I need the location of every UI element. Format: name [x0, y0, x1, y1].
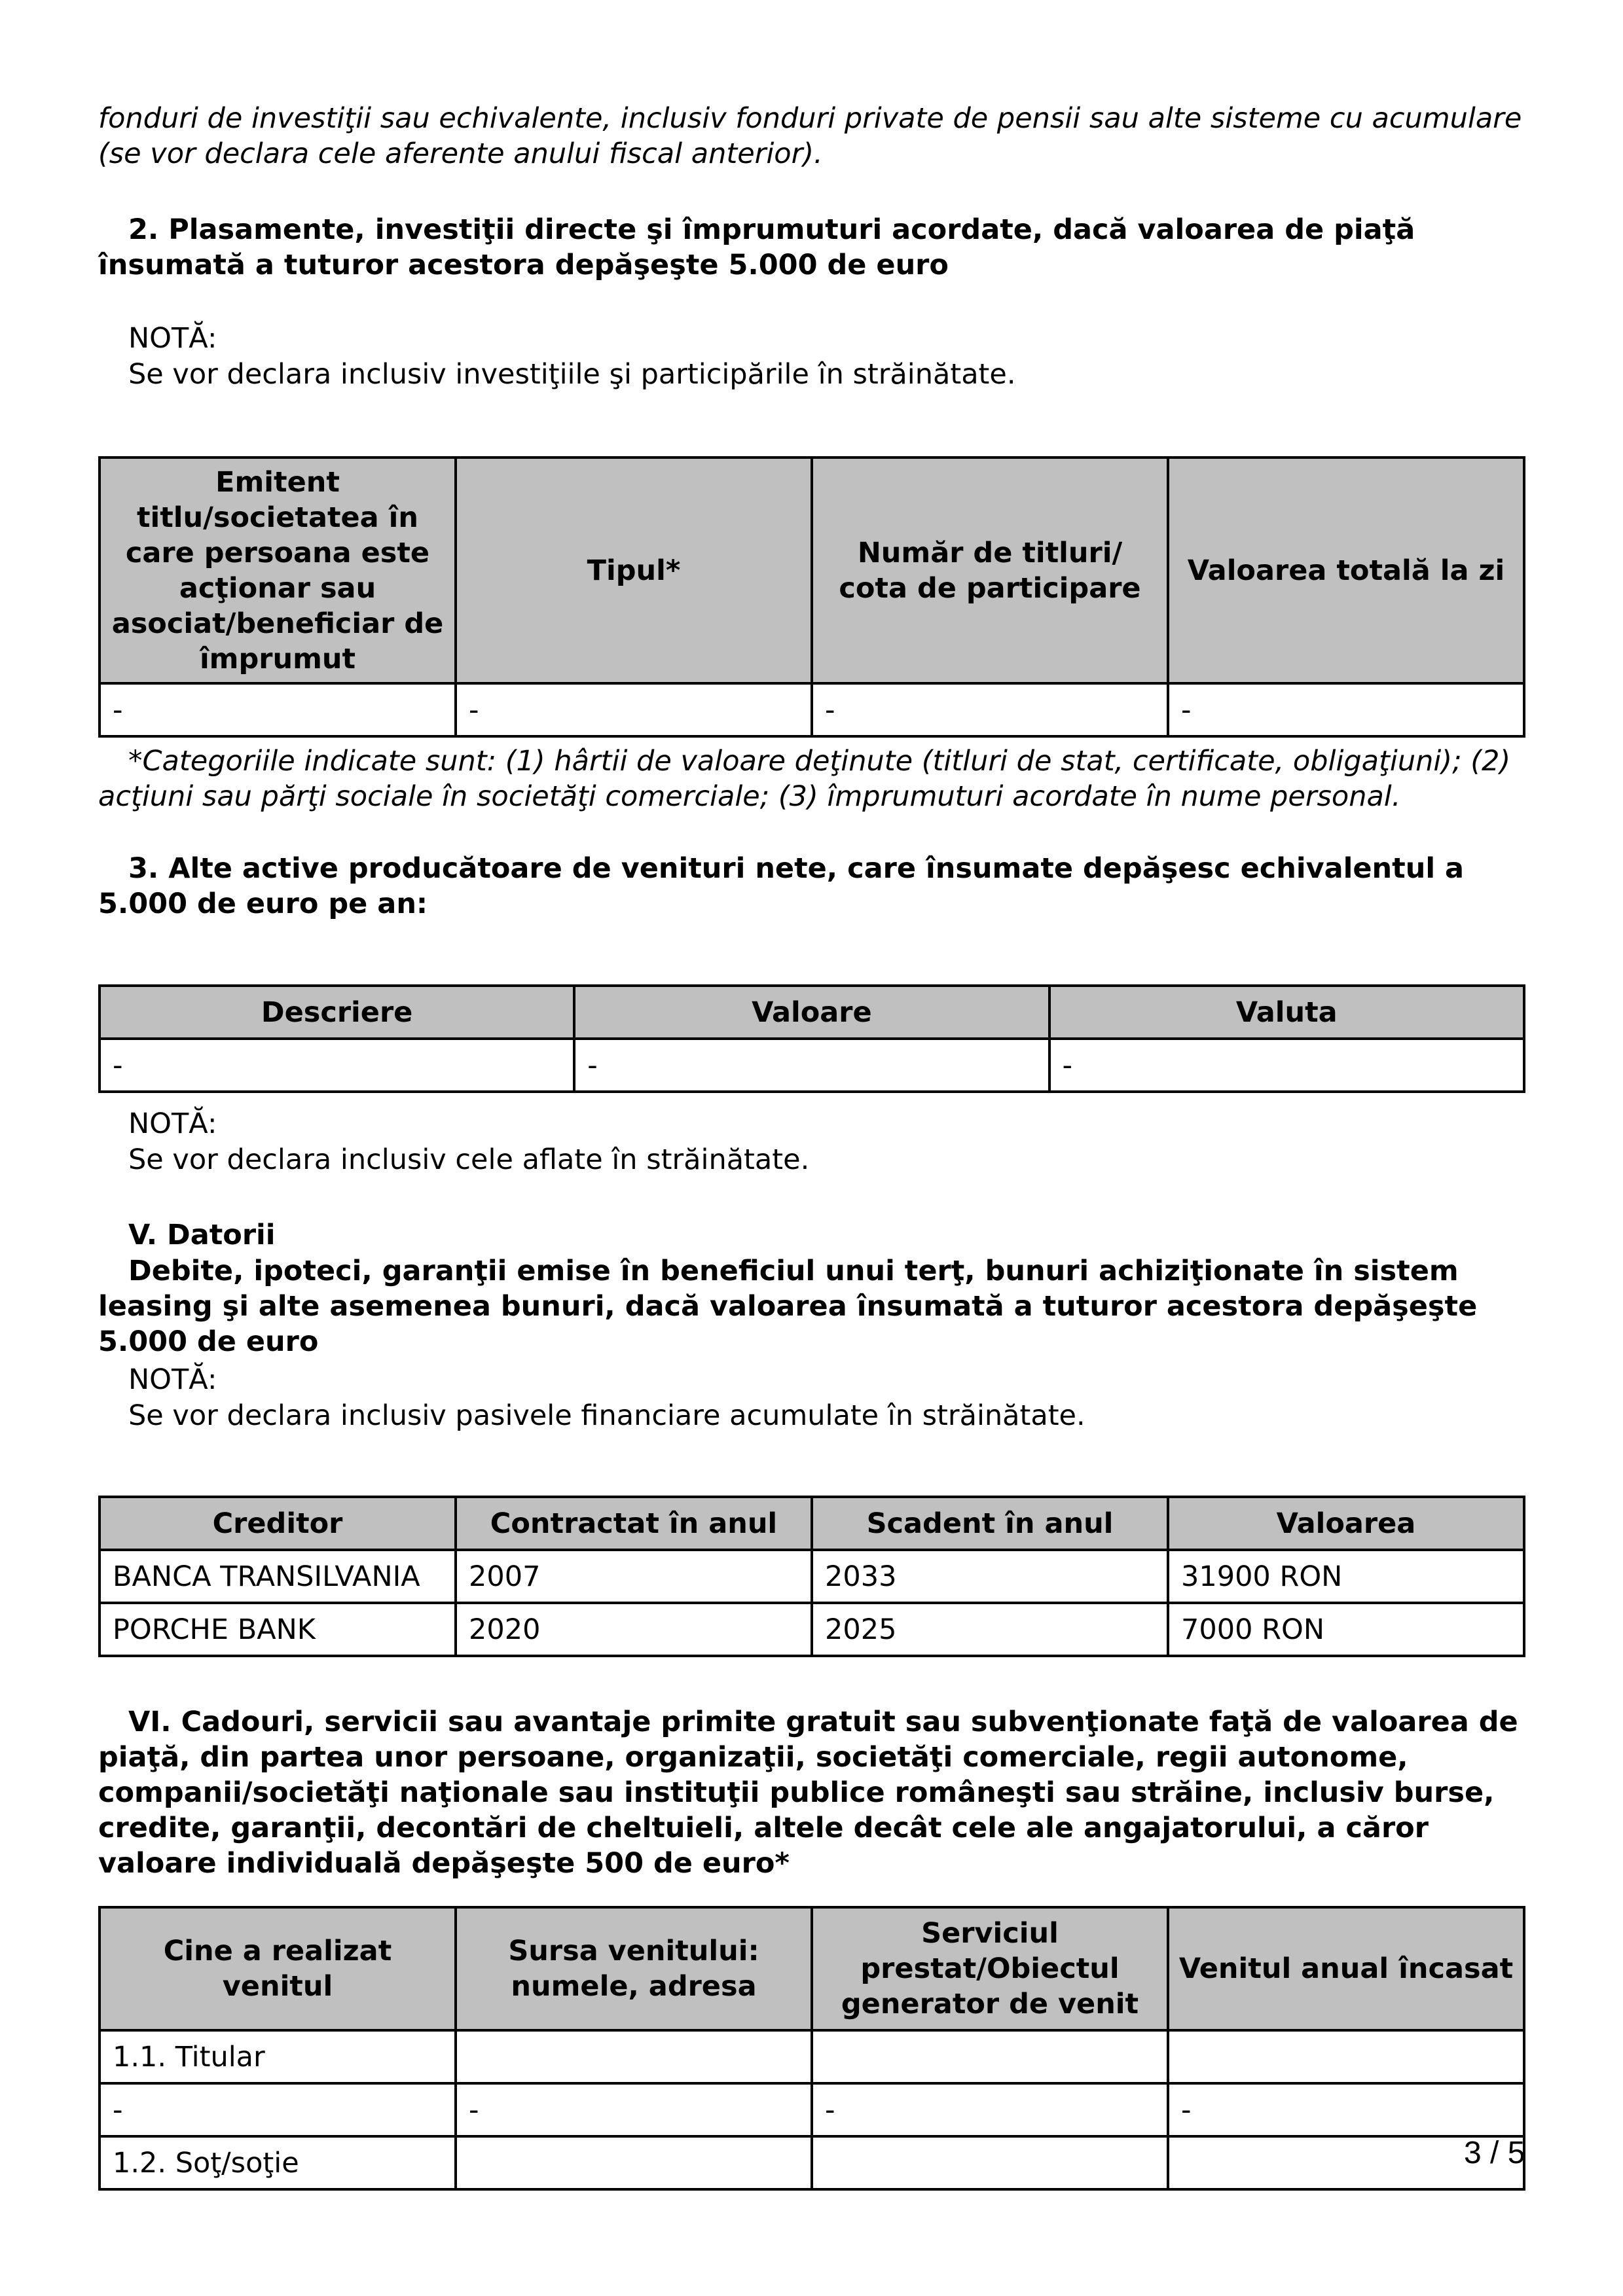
section-5-nota-text: Se vor declara inclusiv pasivele financiare acumulate în străinătate.	[128, 1399, 1085, 1432]
page-number: 3 / 5	[1464, 2136, 1525, 2170]
column-header-numar-titluri: Număr de titluri/ cota de participare	[812, 457, 1168, 683]
table-cell: -	[456, 683, 812, 736]
section-2-nota-label: NOTĂ:	[128, 322, 217, 355]
table-cell	[456, 2136, 812, 2189]
section-3-nota-label: NOTĂ:	[128, 1107, 217, 1140]
section-6-heading: VI. Cadouri, servicii sau avantaje primite gratuit sau subvenţionate faţă de valoarea de piaţă, din partea unor persoane, organizaţii, societăţi comerciale, regii autonome, companii/societăţi naţionale sau instituţii publice româneşti sau străine, inclusiv burse, credite, garanţii, decontări de cheltuieli, altele decât cele ale angajatorului, a căror valoare individuală depăşeşte 500 de euro*	[98, 1706, 1518, 1880]
section-3-heading: 3. Alte active producătoare de venituri nete, care însumate depăşesc echivalentul a 5.000 de euro pe an:	[98, 852, 1465, 920]
gifts-table	[98, 1906, 1525, 2191]
table-cell	[456, 2030, 812, 2083]
table-cell: -	[1049, 1039, 1525, 1092]
table-cell: 1.2. Soţ/soţie	[100, 2136, 456, 2189]
table-header-row	[100, 1907, 1524, 2030]
column-header-cine-a-realizat: Cine a realizat venitul	[100, 1907, 456, 2030]
investments-table	[98, 456, 1525, 738]
table-cell: -	[456, 2083, 812, 2136]
table-cell	[812, 2136, 1168, 2189]
table-row	[100, 1550, 1524, 1603]
table-header-row	[100, 457, 1524, 683]
table-header-row	[100, 986, 1524, 1039]
table-row	[100, 1039, 1524, 1092]
table-cell: 7000 RON	[1168, 1603, 1524, 1656]
table-cell: -	[100, 2083, 456, 2136]
table-cell: 2025	[812, 1603, 1168, 1656]
section-5-heading: Debite, ipoteci, garanţii emise în beneficiul unui terţ, bunuri achiziţionate în sistem leasing şi alte asemenea bunuri, dacă valoarea însumată a tuturor acestora depăşeşte 5.000 de euro	[98, 1255, 1478, 1358]
table-cell: -	[574, 1039, 1049, 1092]
section-2-footnote: *Categoriile indicate sunt: (1) hârtii de valoare deţinute (titluri de stat, certificate, obligaţiuni); (2) acţiuni sau părţi sociale în societăţi comerciale; (3) împrumuturi acordate în nume personal.	[98, 745, 1511, 813]
section-3-nota-text: Se vor declara inclusiv cele aflate în străinătate.	[128, 1143, 810, 1176]
table-cell: -	[1168, 2083, 1524, 2136]
table-row	[100, 2030, 1524, 2083]
table-header-row	[100, 1497, 1524, 1550]
table-cell: -	[812, 683, 1168, 736]
table-cell: PORCHE BANK	[100, 1603, 456, 1656]
table-row	[100, 2083, 1524, 2136]
column-header-creditor: Creditor	[100, 1497, 456, 1550]
table-cell: -	[100, 1039, 574, 1092]
table-cell: 2007	[456, 1550, 812, 1603]
table-cell: 31900 RON	[1168, 1550, 1524, 1603]
column-header-scadent: Scadent în anul	[812, 1497, 1168, 1550]
column-header-emitent: Emitent titlu/societatea în care persoana este acţionar sau asociat/beneficiar de împrumut	[100, 457, 456, 683]
column-header-contractat: Contractat în anul	[456, 1497, 812, 1550]
column-header-valoarea: Valoarea	[1168, 1497, 1524, 1550]
section-5-nota-label: NOTĂ:	[128, 1363, 217, 1396]
column-header-valoare: Valoare	[574, 986, 1049, 1039]
table-cell: BANCA TRANSILVANIA	[100, 1550, 456, 1603]
column-header-sursa-venitului: Sursa venitului: numele, adresa	[456, 1907, 812, 2030]
section-5-title: V. Datorii	[128, 1219, 276, 1251]
table-row	[100, 1603, 1524, 1656]
table-cell: -	[812, 2083, 1168, 2136]
column-header-tipul: Tipul*	[456, 457, 812, 683]
table-row	[100, 2136, 1524, 2189]
column-header-serviciul-prestat: Serviciul prestat/Obiectul generator de venit	[812, 1907, 1168, 2030]
column-header-valuta: Valuta	[1049, 986, 1525, 1039]
other-assets-table	[98, 984, 1525, 1093]
column-header-valoarea-totala: Valoarea totală la zi	[1168, 457, 1524, 683]
debts-table	[98, 1496, 1525, 1657]
table-cell: 1.1. Titular	[100, 2030, 456, 2083]
table-cell	[1168, 2030, 1524, 2083]
table-cell: -	[1168, 683, 1524, 736]
section-2-nota-text: Se vor declara inclusiv investiţiile şi participările în străinătate.	[128, 358, 1016, 391]
table-cell	[812, 2030, 1168, 2083]
table-cell: 2033	[812, 1550, 1168, 1603]
column-header-venitul-anual: Venitul anual încasat	[1168, 1907, 1524, 2030]
table-row	[100, 683, 1524, 736]
table-cell: -	[100, 683, 456, 736]
section-2-heading: 2. Plasamente, investiţii directe şi împrumuturi acordate, dacă valoarea de piaţă însumată a tuturor acestora depăşeşte 5.000 de euro	[98, 213, 1415, 281]
column-header-descriere: Descriere	[100, 986, 574, 1039]
table-cell: 2020	[456, 1603, 812, 1656]
intro-paragraph: fonduri de investiţii sau echivalente, inclusiv fonduri private de pensii sau alte sisteme cu acumulare (se vor declara cele aferente anului fiscal anterior).	[98, 102, 1522, 170]
